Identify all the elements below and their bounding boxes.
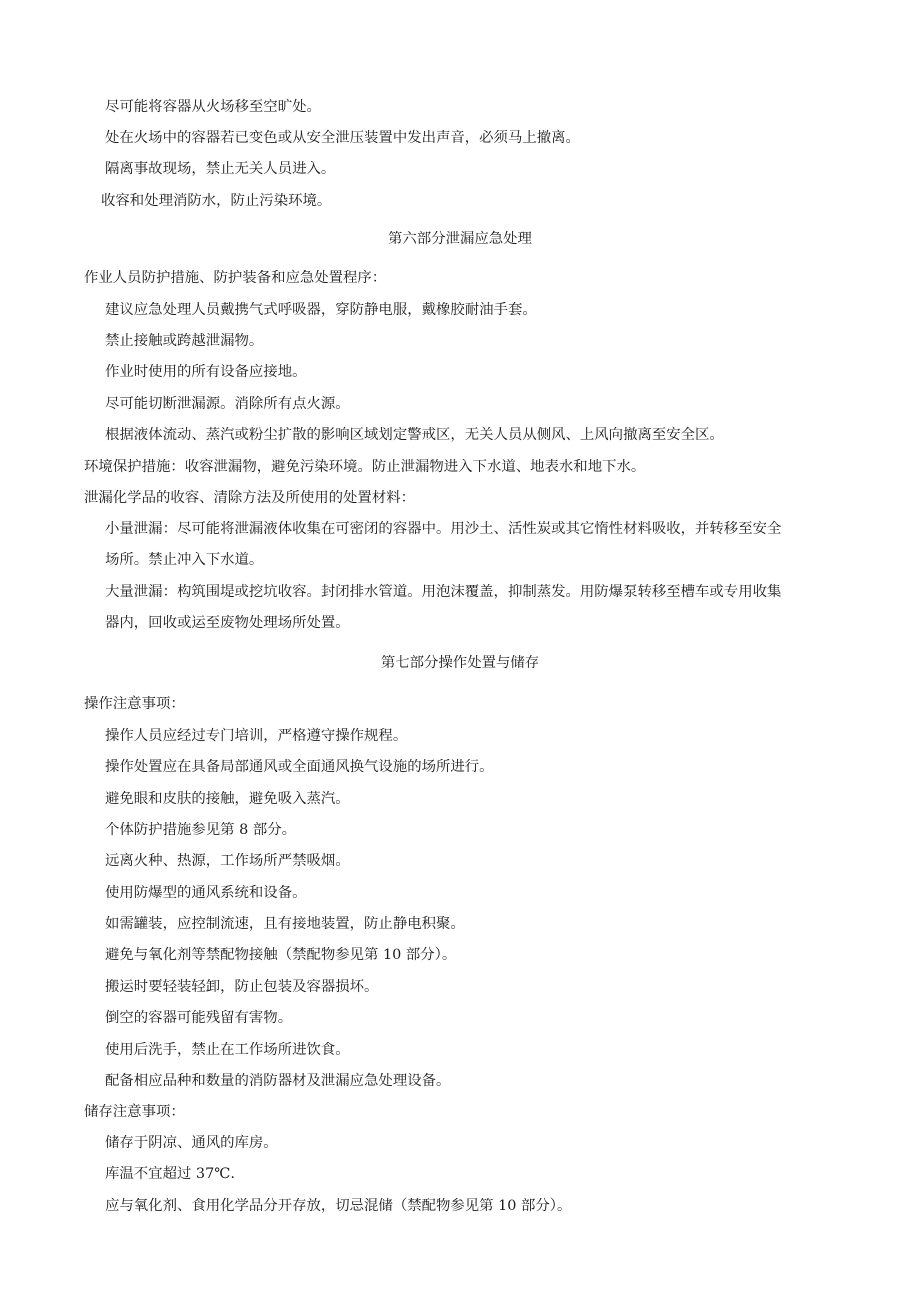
environment-measures-label: 环境保护措施 — [84, 459, 171, 475]
paragraph-line: 个体防护措施参见第 8 部分。 — [105, 822, 296, 838]
paragraph-line: 使用后洗手，禁止在工作场所进饮食。 — [105, 1042, 350, 1058]
paragraph-line: 场所。禁止冲入下水道。 — [105, 552, 264, 568]
paragraph-line: 操作人员应经过专门培训，严格遵守操作规程。 — [105, 728, 408, 744]
paragraph-line: 倒空的容器可能残留有害物。 — [105, 1010, 293, 1026]
section-title: 第七部分操作处置与储存 — [380, 655, 540, 671]
paragraph-line: 使用防爆型的通风系统和设备。 — [105, 885, 307, 901]
section-title: 第六部分泄漏应急处理 — [388, 231, 532, 247]
paragraph-line: 大量泄漏：构筑围堤或挖坑收容。封闭排水管道。用泡沫覆盖，抑制蒸发。用防爆泵转移至槽车或专用收集 — [105, 584, 782, 600]
paragraph-line: 储存于阴凉、通风的库房。 — [105, 1135, 278, 1151]
paragraph-line: 搬运时要轻装轻卸，防止包装及容器损坏。 — [105, 979, 379, 995]
subsection-heading: 作业人员防护措施、防护装备和应急处置程序： — [84, 270, 387, 286]
paragraph-line: 根据液体流动、蒸汽或粉尘扩散的影响区域划定警戒区，无关人员从侧风、上风向撤离至安全区。 — [105, 427, 724, 443]
paragraph-line: 避免眼和皮肤的接触，避免吸入蒸汽。 — [105, 791, 350, 807]
environment-measures-line — [84, 457, 645, 477]
paragraph-line: 作业时使用的所有设备应接地。 — [105, 364, 307, 380]
paragraph-line: 处在火场中的容器若已变色或从安全泄压装置中发出声音，必须马上撤离。 — [105, 130, 580, 146]
paragraph-line: 禁止接触或跨越泄漏物。 — [105, 333, 264, 349]
subsection-heading: 储存注意事项： — [84, 1104, 185, 1120]
paragraph-line: 远离火种、热源，工作场所严禁吸烟。 — [105, 853, 350, 869]
subsection-heading: 泄漏化学品的收容、清除方法及所使用的处置材料： — [84, 490, 415, 506]
paragraph-line: 建议应急处理人员戴携气式呼吸器，穿防静电服，戴橡胶耐油手套。 — [105, 302, 537, 318]
paragraph-line: 库温不宜超过 37℃. — [105, 1166, 235, 1182]
paragraph-line: 如需罐装，应控制流速，且有接地装置，防止静电积聚。 — [105, 916, 465, 932]
paragraph-line: 应与氧化剂、食用化学品分开存放，切忌混储（禁配物参见第 10 部分）。 — [105, 1198, 572, 1214]
paragraph-line: 小量泄漏：尽可能将泄漏液体收集在可密闭的容器中。用沙土、活性炭或其它惰性材料吸收，并转移至安全 — [105, 521, 782, 537]
environment-measures-text: ：收容泄漏物，避免污染环境。防止泄漏物进入下水道、地表水和地下水。 — [170, 459, 646, 475]
subsection-heading: 操作注意事项： — [84, 696, 185, 712]
paragraph-line: 操作处置应在具备局部通风或全面通风换气设施的场所进行。 — [105, 759, 494, 775]
paragraph-line: 尽可能将容器从火场移至空旷处。 — [105, 99, 321, 115]
paragraph-line: 配备相应品种和数量的消防器材及泄漏应急处理设备。 — [105, 1073, 451, 1089]
paragraph-line: 器内，回收或运至废物处理场所处置。 — [105, 615, 350, 631]
paragraph-line: 收容和处理消防水，防止污染环境。 — [101, 193, 332, 209]
paragraph-line: 尽可能切断泄漏源。消除所有点火源。 — [105, 396, 350, 412]
paragraph-line: 隔离事故现场，禁止无关人员进入。 — [105, 161, 336, 177]
paragraph-line: 避免与氧化剂等禁配物接触（禁配物参见第 10 部分）。 — [105, 947, 457, 963]
